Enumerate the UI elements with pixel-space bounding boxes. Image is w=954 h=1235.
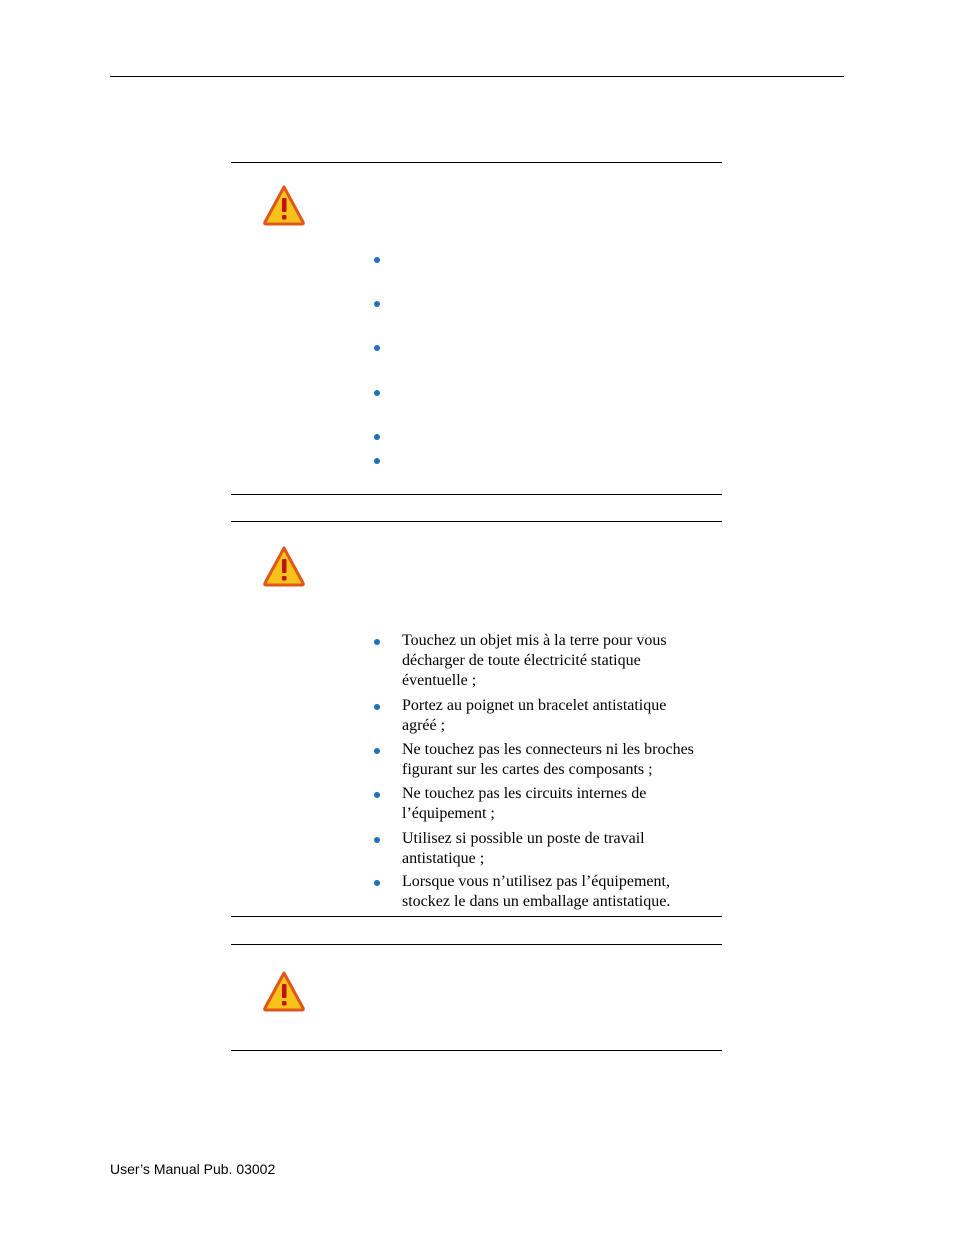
caution-box-2-top-rule — [231, 521, 722, 522]
list-item-line: figurant sur les cartes des composants ; — [402, 761, 653, 778]
warning-triangle-icon — [262, 184, 306, 226]
list-item — [402, 829, 732, 869]
bullet-dot-icon — [374, 880, 380, 886]
list-item-line: décharger de toute électricité statique — [402, 652, 641, 669]
list-item-line: Lorsque vous n’utilisez pas l’équipement, — [402, 873, 670, 890]
list-item — [402, 696, 732, 736]
bullet-dot-icon — [374, 257, 380, 263]
list-item — [402, 784, 732, 824]
bullet-dot-icon — [374, 792, 380, 798]
list-item-line: agréé ; — [402, 717, 446, 734]
list-item-line: Ne touchez pas les connecteurs ni les broches — [402, 741, 694, 758]
caution-box-2-bottom-rule — [231, 916, 722, 917]
warning-triangle-icon — [262, 545, 306, 587]
list-item-line: antistatique ; — [402, 850, 485, 867]
list-item-line: Utilisez si possible un poste de travail — [402, 830, 645, 847]
caution-box-3-top-rule — [231, 944, 722, 945]
caution-box-1-bottom-rule — [231, 494, 722, 495]
bullet-dot-icon — [374, 837, 380, 843]
list-item — [402, 631, 732, 691]
bullet-dot-icon — [374, 458, 380, 464]
list-item-line: stockez le dans un emballage antistatique. — [402, 893, 671, 910]
list-item-line: éventuelle ; — [402, 672, 477, 689]
bullet-dot-icon — [374, 390, 380, 396]
list-item-line: Portez au poignet un bracelet antistatique — [402, 697, 667, 714]
bullet-dot-icon — [374, 704, 380, 710]
list-item-line: Ne touchez pas les circuits internes de — [402, 785, 647, 802]
bullet-dot-icon — [374, 345, 380, 351]
caution-box-1-top-rule — [231, 162, 722, 163]
header-rule — [110, 76, 844, 77]
bullet-dot-icon — [374, 301, 380, 307]
caution-box-3-bottom-rule — [231, 1050, 722, 1051]
list-item — [402, 872, 732, 912]
list-item-line: l’équipement ; — [402, 805, 495, 822]
bullet-dot-icon — [374, 434, 380, 440]
bullet-dot-icon — [374, 748, 380, 754]
footer-publication: User’s Manual Pub. 03002 — [110, 1161, 276, 1177]
bullet-dot-icon — [374, 639, 380, 645]
warning-triangle-icon — [262, 970, 306, 1012]
list-item-line: Touchez un objet mis à la terre pour vous — [402, 632, 667, 649]
list-item — [402, 740, 732, 780]
